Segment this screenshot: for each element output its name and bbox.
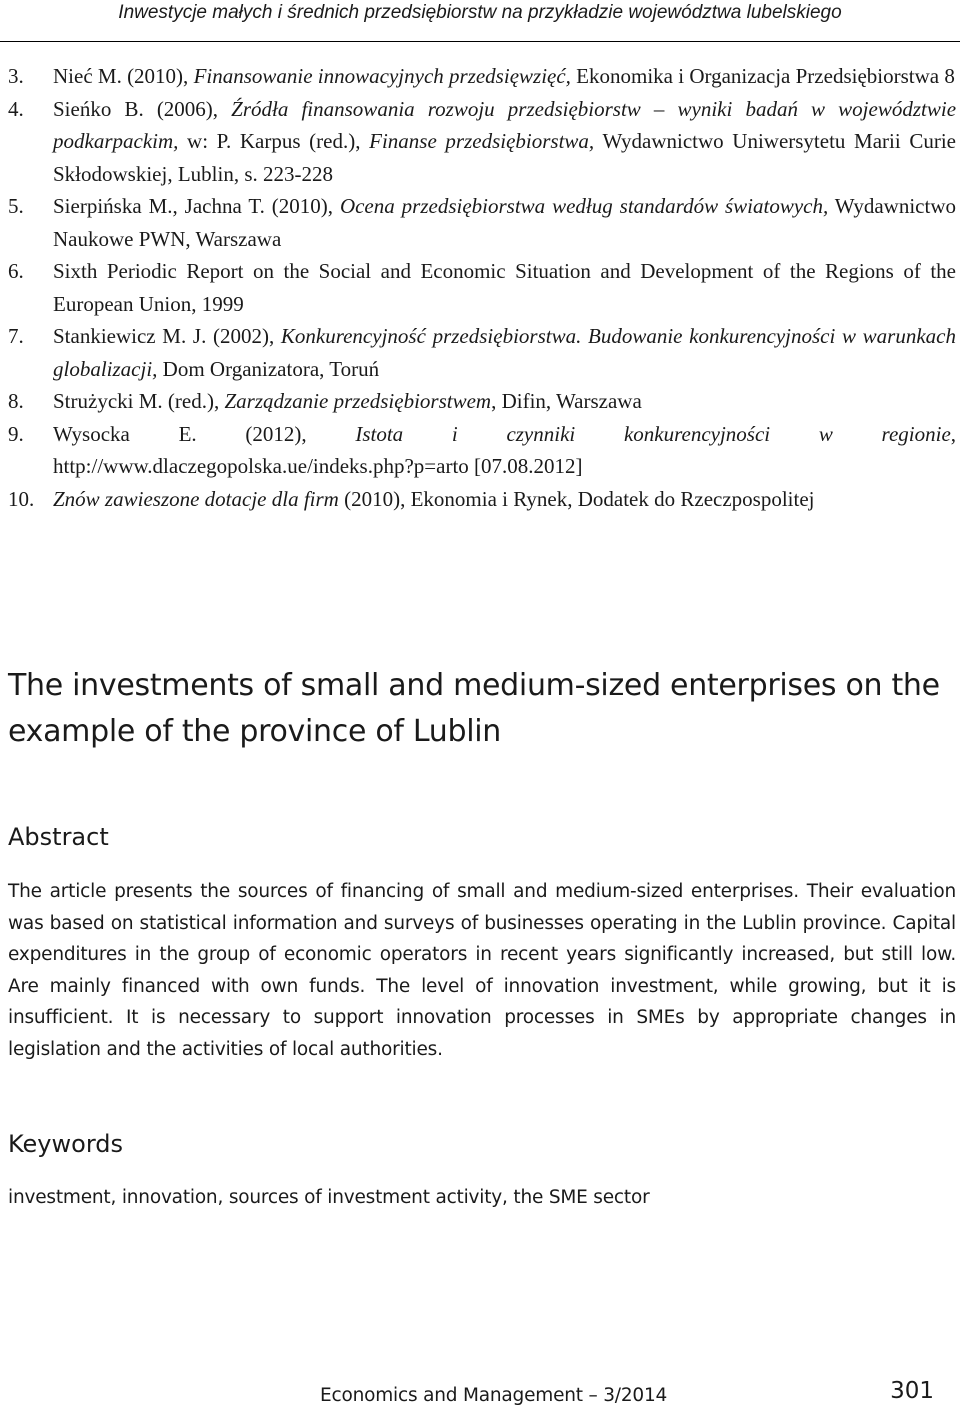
reference-text: Stankiewicz M. J. (2002),: [53, 324, 281, 348]
running-header: [0, 0, 960, 42]
reference-text: Strużycki M. (red.),: [53, 389, 225, 413]
reference-text: Wysocka E. (2012),: [53, 421, 356, 446]
article-title: The investments of small and medium-sized enterprises on the example of the province of Lublin: [8, 668, 940, 749]
reference-list: [8, 60, 956, 515]
reference-text: , http://www.dlaczegopolska.ue/indeks.php?p=arto [07.08.2012]: [53, 421, 957, 478]
abstract-heading: Abstract: [8, 823, 109, 851]
reference-text: Sierpińska M., Jachna T. (2010),: [53, 194, 340, 218]
reference-number: 6.: [8, 259, 24, 283]
reference-title: Zarządzanie przedsiębiorstwem: [224, 389, 492, 413]
reference-title: Źródła finansowania rozwoju przedsiębiorstw – wyniki badań w województwie podkarpackim,: [53, 96, 957, 153]
reference-text: Ekonomika i Organizacja Przedsiębiorstwa 8: [570, 64, 955, 88]
reference-title: Konkurencyjność przedsiębiorstwa. Budowanie konkurencyjności w warunkach globalizacji,: [53, 324, 956, 381]
page-number: 301: [890, 1378, 934, 1404]
reference-title: Ocena przedsiębiorstwa według standardów światowych,: [339, 194, 829, 218]
reference-item: [8, 60, 956, 93]
reference-text: w: P. Karpus (red.),: [178, 129, 370, 153]
reference-number: 7.: [8, 324, 24, 348]
footer-journal: Economics and Management – 3/2014: [320, 1385, 668, 1406]
reference-item: [8, 385, 956, 418]
reference-title: Istota i czynniki konkurencyjności w regionie: [355, 421, 951, 446]
reference-item: [8, 190, 956, 255]
reference-text: Sieńko B. (2006),: [53, 96, 232, 121]
reference-text: Dom Organizatora, Toruń: [157, 356, 380, 381]
reference-item: [8, 320, 956, 385]
running-title: Inwestycje małych i średnich przedsiębiorstw na przykładzie województwa lubelskiego: [118, 2, 842, 23]
reference-item: [8, 93, 956, 191]
reference-text: Sixth Periodic Report on the Social and Economic Situation and Development of the Regions of the European Union, 1999: [53, 259, 956, 316]
reference-number: 10.: [8, 486, 35, 511]
reference-title: Finansowanie innowacyjnych przedsięwzięć,: [193, 64, 571, 88]
keywords-text: investment, innovation, sources of investment activity, the SME sector: [8, 1187, 650, 1208]
reference-item: [8, 255, 956, 320]
reference-number: 4.: [8, 96, 24, 121]
reference-text: Nieć M. (2010),: [53, 64, 194, 88]
reference-item: [8, 483, 956, 516]
abstract-text: The article presents the sources of financing of small and medium-sized enterprises. Their evaluation was based on statistical information and surveys of businesses operating in the Lublin province. Capital expenditures in the group of economic operators in recent years significantly increased, but still low. Are mainly financed with own funds. The level of innovation investment, while growing, but it is insufficient. It is necessary to support innovation processes in SMEs by appropriate changes in legislation and the activities of local authorities.: [8, 881, 956, 1060]
reference-text: , Difin, Warszawa: [491, 389, 642, 413]
reference-number: 5.: [8, 194, 24, 218]
reference-text: Wydawnictwo Naukowe PWN, Warszawa: [53, 194, 956, 251]
reference-text: (2010), Ekonomia i Rynek, Dodatek do Rzeczpospolitej: [338, 486, 815, 511]
reference-item: [8, 418, 956, 483]
reference-number: 9.: [8, 421, 24, 446]
reference-title: Finanse przedsiębiorstwa,: [369, 129, 595, 153]
reference-number: 3.: [8, 64, 24, 88]
reference-title: Znów zawieszone dotacje dla firm: [53, 486, 339, 511]
reference-text: Wydawnictwo Uniwersytetu Marii Curie Skłodowskiej, Lublin, s. 223-228: [53, 129, 956, 186]
keywords-heading: Keywords: [8, 1130, 124, 1158]
reference-number: 8.: [8, 389, 24, 413]
